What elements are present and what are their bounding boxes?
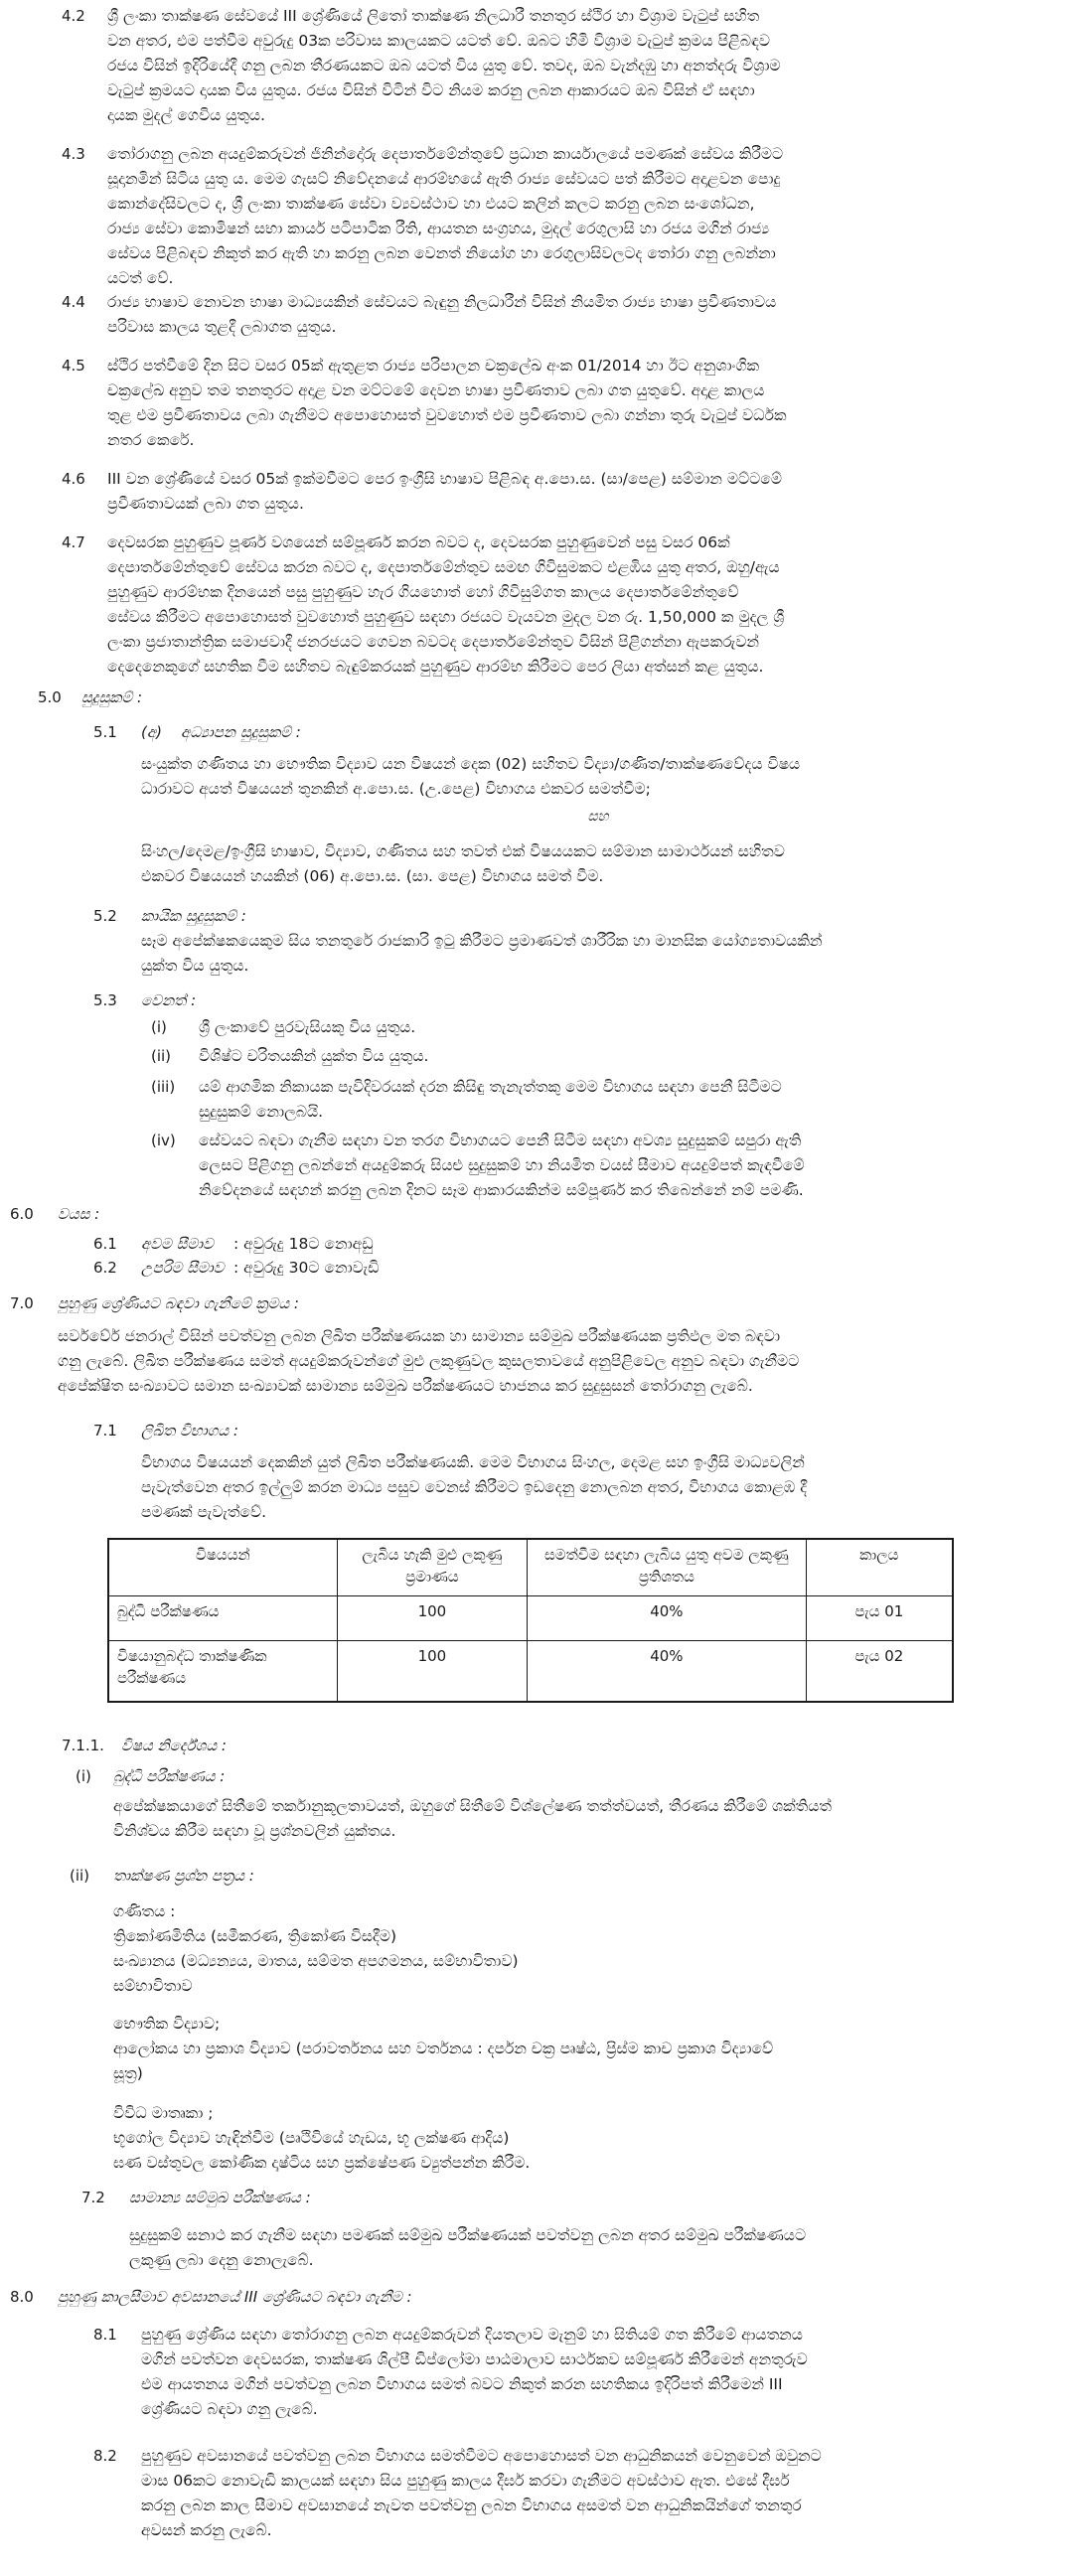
physical-line: යුක්ත විය යුතුය.	[141, 957, 249, 975]
list-item-line: නිවේදනයේ සඳහන් කරනු ලබන දිනට සෑම ආකාරයකින්ම සම්පූර්ණ කර තිබෙන්නේ නම් පමණි.	[199, 1181, 804, 1199]
exam-table-header: විෂයයන්	[108, 1539, 337, 1596]
paragraph-4-5-line: චක්‍රලේඛ අනුව තම තනතුරට අදාළ වන මට්ටමේ දෙවන භාෂා ප්‍රවීණතාව ලබා ගත යුතුවේ. අදාළ කාලය	[107, 381, 765, 399]
paragraph-4-2-line: වැටුප් ක්‍රමයට දායක විය යුතුය. රජය විසින් විටින් විට නියම කරනු ලබන ආකාරයට ඔබ විසින් ඒ සඳහා	[107, 81, 755, 99]
section-7-number: 7.0	[10, 1294, 34, 1312]
paragraph-8-2-line: පුහුණුව අවසානයේ පවත්වනු ලබන විභාගය සමත්වීමට අපොහොසත් වන ආධුනිකයන් වෙනුවෙන් ඔවුනට	[141, 2447, 822, 2465]
list-item-line: සුදුසුකම් නොලබයි.	[199, 1103, 324, 1121]
paragraph-4-5-line: තුළ එම ප්‍රවීණතාවය ලබා ගැනීමට අපොහොසත් වුවහොත් එම ප්‍රවීණතාව ලබා ගන්නා තුරු වැටුප් වර්ධක	[107, 406, 787, 424]
written-exam-line: විභාගය විෂයයන් දෙකකින් යුත් ලිඛිත පරීක්ෂණයකි. මෙම විභාගය සිංහල, දෙමළ සහ ඉංග්‍රීසි මාධ්‍යවලින්	[141, 1453, 805, 1471]
exam-table-cell: පැය 02	[806, 1641, 953, 1703]
paragraph-4-3-line: සූදානමින් සිටිය යුතු ය. මෙම ගැසට් නිවේදනයේ ආරම්භයේ ඇති රාජ්‍ය සේවයට පත් කිරීමට අදාළවන පොදු	[107, 170, 781, 188]
paragraph-4-7-line: සේවය කිරීමට අපොහොසත් වුවහොත් පුහුණුව සඳහා රජයට වැයවන මුදල වන රු. 1,50,000 ක මුදල ශ්‍රී	[107, 608, 785, 626]
section-number: 5.2	[93, 907, 117, 925]
syllabus-ii-number: (ii)	[70, 1867, 90, 1885]
list-item-line: විශිෂ්ට චරිතයකින් යුක්ත විය යුතුය.	[199, 1047, 429, 1065]
syllabus-i-line: විනිශ්චය කිරීම සඳහා වූ ප්‍රශ්නවලින් යුක්තය.	[113, 1822, 396, 1840]
section-number: 4.4	[62, 293, 85, 311]
subsection-7-1-1-number: 7.1.1.	[62, 1737, 104, 1754]
exam-table-cell: 100	[337, 1596, 528, 1641]
education-line: ධාරාවට අයත් විෂයයන් තුනකින් අ.පො.ස. (උ.පෙළ) විභාගය එකවර සමත්වීම;	[141, 780, 651, 798]
math-topic-line: සම්භාවිතාව	[113, 1977, 193, 1995]
misc-topic-line: ඝණ වස්තුවල කෝණික දෘෂ්ටිය සහ ප්‍රක්ෂේපණ ව්‍යුත්පන්න කිරීම.	[113, 2154, 531, 2172]
paragraph-4-7-line: දෙවසරක පුහුණුව පූර්ණ වශයෙන් සම්පූර්ණ කරන බවට ද, දෙවසරක පුහුණුවෙන් පසු වසර 06ක්	[107, 533, 730, 551]
exam-table-header-row	[108, 1539, 953, 1596]
age-item-value: : අවුරුදු 18ට නොඅඩු	[233, 1235, 374, 1253]
subsection-label: (අ)	[141, 723, 162, 741]
age-item-label: අවම සීමාව	[141, 1235, 214, 1253]
section-number: 5.3	[93, 991, 117, 1009]
age-item-number: 6.1	[93, 1235, 117, 1253]
paragraph-4-3-line: රාජ්‍ය සේවා කොමිෂන් සභා කාර්ය පටිපාටික රීති, ආයතන සංග්‍රහය, මුදල් රෙගුලාසි හා රජය මගින් රාජ්‍ය	[107, 220, 770, 237]
paragraph-8-1-line: පුහුණු ශ්‍රේණිය සඳහා තෝරාගනු ලබන අයදුම්කරුවන් දියතලාව මැනුම් හා සිතියම් ගත කිරීමේ ආයතනය	[141, 2326, 803, 2344]
physics-topic-line: සූත්‍ර)	[113, 2064, 143, 2082]
physics-topic-line: ආලෝකය හා ප්‍රකාශ විද්‍යාව (පරාවර්තනය සහ වර්තනය : දර්පන චක්‍ර පෘෂ්ඨ, ප්‍රිස්ම කාච ප්‍රකාශ විද්‍යාවේ	[113, 2040, 774, 2057]
paragraph-4-5-line: ස්ථිර පත්වීමේ දින සිට වසර 05ක් ඇතුළත රාජ්‍ය පරිපාලන චක්‍රලේඛ අංක 01/2014 හා ඊට අනුශාංගික	[107, 357, 760, 375]
paragraph-4-3-line: කොන්දේසිවලට ද, ශ්‍රී ලංකා තාක්ෂණ සේවා ව්‍යවස්ථාව හා එයට කලින් කලට කරනු ලබන සංශෝධන,	[107, 195, 755, 213]
section-number: 4.5	[62, 357, 85, 375]
paragraph-8-1-line: මගින් පවත්වන දෙවසරක, තාක්ෂණ ශිල්පී ඩිප්ලෝමා පාඨමාලාව සාර්ථකව සම්පූර්ණ කිරීමෙන් අනතුරුව	[141, 2350, 808, 2368]
paragraph-4-6-line: III වන ශ්‍රේණියේ වසර 05ක් ඉක්මවීමට පෙර ඉංග්‍රීසි භාෂාව පිළිබඳ අ.පො.ස. (සා/පෙළ) සම්මාන මට්ටමේ	[107, 470, 783, 488]
physical-line: සෑම අපේක්ෂකයෙකුම සිය තනතුරේ රාජකාරි ඉටු කිරීමට ප්‍රමාණවත් ශාරීරික හා මානසික යෝග්‍යතාවයකින්	[141, 932, 823, 950]
section-number: 4.2	[62, 7, 85, 25]
list-item-number: (iii)	[151, 1078, 176, 1096]
physics-topic-line: භෞතික විද්‍යාව;	[113, 2015, 221, 2033]
subsection-7-1-1-title: විෂය නිර්දේශය :	[121, 1737, 227, 1754]
age-item-number: 6.2	[93, 1259, 117, 1277]
paragraph-8-2-line: අවසන් කරනු ලැබේ.	[141, 2521, 272, 2539]
misc-topic-line: භූගෝල විද්‍යාව හැඳින්වීම (පෘථිවියේ හැඩය, භූ ලක්ෂණ ආදිය)	[113, 2129, 510, 2147]
list-item-line: සේවයට බඳවා ගැනීම සඳහා වන තරග විභාගයට පෙනී සිටීම සඳහා අවශ්‍ය සුදුසුකම් සපුරා ඇති	[199, 1132, 802, 1149]
syllabus-ii-title: තාක්ෂණ ප්‍රශ්න පත්‍රය :	[113, 1867, 254, 1885]
list-item-number: (iv)	[151, 1132, 176, 1149]
section-number: 8.2	[93, 2447, 117, 2465]
paragraph-4-7-line: ලංකා ප්‍රජාතාන්ත්‍රික සමාජවාදී ජනරජයට ගෙවන බවටද දෙපාර්තමේන්තුව විසින් පිළිගන්නා ඇපකරුවන්	[107, 633, 759, 651]
section-7-line: ගනු ලැබේ. ලිඛිත පරීක්ෂණය සමත් අයදුම්කරුවන්ගේ මුළු ලකුණුවල කුසලතාවයේ අනුපිළිවෙල අනුව බඳවා ගැනීමට	[58, 1352, 800, 1370]
misc-topic-line: විවිධ මාතෘකා ;	[113, 2104, 214, 2122]
exam-table-header: කාලය	[806, 1539, 953, 1596]
written-exam-line: පැවැත්වෙන අතර ඉල්ලුම් කරන මාධ්‍ය පසුව වෙනස් කිරීමට ඉඩදෙනු නොලබන අතර, විභාගය කොළඹ දී	[141, 1478, 808, 1496]
section-6-title: වයස :	[58, 1205, 100, 1223]
written-exam-line: පමණක් පැවැත්වේ.	[141, 1503, 267, 1521]
paragraph-4-7-line: දෙදෙනෙකුගේ සහතික වීම සහිතව බැඳුම්කරයක් පුහුණුව ආරම්භ කිරීමට පෙර ලියා අත්සන් කළ යුතුය.	[107, 658, 764, 676]
paragraph-4-2-line: දායක මුදල් ගෙවිය යුතුය.	[107, 106, 265, 124]
paragraph-4-2-line: ශ්‍රී ලංකා තාක්ෂණ සේවයේ III ශ්‍රේණියේ ලිතෝ තාක්ෂණ නිලධාරී තනතුර ස්ථිර හා විශ්‍රාම වැටුප් සහිත	[107, 7, 760, 25]
paragraph-8-1-line: එම ආයතනය මගින් පවත්වනු ලබන විභාගය සමත් බවට නිකුත් කරන සහතිකය ඉදිරිපත් කිරීමෙන් III	[141, 2375, 783, 2393]
paragraph-4-2-line: වන අතර, එම පත්වීම අවුරුදු 03ක පරිවාස කාලයකට යටත් වේ. ඔබට හිමි විශ්‍රාම වැටුප් ක්‍රමය පිළිබඳව	[107, 32, 771, 50]
list-item-number: (ii)	[151, 1047, 172, 1065]
subsection-7-2-title: සාමාන්‍ය සම්මුඛ පරීක්ෂණය :	[129, 2189, 311, 2206]
list-item-line: යම් ආගමික නිකායක පැවිදිවරයක් දරන කිසිඳු තැනැත්තකු මෙම විභාගය සඳහා පෙනී සිටීමට	[199, 1078, 782, 1096]
paragraph-4-3-line: තෝරාගනු ලබන අයදුම්කරුවන් ජිනින්දෝරු දෙපාර්තමේන්තුවේ ප්‍රධාන කාර්යාලයේ පමණක් සේවය කිරීමට	[107, 145, 784, 163]
exam-table-cell: පැය 01	[806, 1596, 953, 1641]
exam-table-cell: විෂයානුබද්ධ තාක්ෂණික පරීක්ෂණය	[108, 1641, 337, 1703]
list-item-line: ලෙසට පිළිගනු ලබන්නේ අයදුම්කරු සියළු සුදුසුකම් හා නියමිත වයස් සීමාව අයදුම්පත් කැඳවීමේ	[199, 1156, 805, 1174]
interview-line: ලකුණු ලබා දෙනු නොලැබේ.	[129, 2251, 314, 2269]
list-item-number: (i)	[151, 1018, 167, 1036]
education-line: එකවර විෂයයන් හයකින් (06) අ.පො.ස. (සා. පෙළ) විභාගය සමත් වීම.	[141, 867, 604, 885]
exam-table-header: ලැබිය හැකි මුළු ලකුණු ප්‍රමාණය	[337, 1539, 528, 1596]
section-number: 7.2	[81, 2189, 105, 2206]
section-8-title: පුහුණු කාලසීමාව අවසානයේ III ශ්‍රේණියට බඳවා ගැනීම :	[58, 2288, 412, 2306]
subsection-7-1-title: ලිඛිත විභාගය :	[141, 1422, 238, 1440]
syllabus-i-number: (i)	[76, 1767, 91, 1785]
section-7-line: අපේක්ෂිත සංඛ්‍යාවට සමාන සංඛ්‍යාවක් සාමාන්‍ය සම්මුඛ පරීක්ෂණයට භාජනය කර සුදුසුසන් තෝරාගනු ලැබේ.	[58, 1377, 753, 1395]
section-number: 4.3	[62, 145, 85, 163]
exam-table-cell: 40%	[528, 1596, 806, 1641]
education-line: සංයුක්ත ගණිතය හා භෞතික විද්‍යාව යන විෂයන් දෙක (02) සහිතව විද්‍යා/ගණිත/තාක්ෂණවේදය විෂය	[141, 755, 801, 773]
section-number: 4.7	[62, 533, 85, 551]
section-5-title: සුදුසුකම් :	[81, 688, 143, 706]
section-7-title: පුහුණු ශ්‍රේණියට බඳවා ගැනීමේ ක්‍රමය :	[58, 1294, 299, 1312]
table-row	[108, 1641, 953, 1703]
exam-table-cell: බුද්ධි පරීක්ෂණය	[108, 1596, 337, 1641]
list-item-line: ශ්‍රී ලංකාවේ පුරවැසියකු විය යුතුය.	[199, 1018, 416, 1036]
math-topic-line: සංඛ්‍යානය (මධ්‍යන්‍යය, මාතය, සම්මත අපගමනය, සම්භාවිතාව)	[113, 1952, 519, 1970]
interview-line: සුදුසුකම් සනාථ කර ගැනීම සඳහා පමණක් සම්මුඛ පරීක්ෂණයක් පවත්වනු ලබන අතර සම්මුඛ පරීක්ෂණයට	[129, 2226, 807, 2244]
syllabus-i-title: බුද්ධි පරීක්ෂණය :	[113, 1767, 226, 1785]
paragraph-4-6-line: ප්‍රවීණතාවයක් ලබා ගත යුතුය.	[107, 495, 304, 513]
syllabus-i-line: අපේක්ෂකයාගේ සිතීමේ තර්කානුකූලතාවයත්, ඔහුගේ සිතීමේ විශ්ලේෂණ තත්ත්වයත්, තීරණය කිරීමේ ශක්තියත්	[113, 1797, 832, 1815]
exam-table-cell: 40%	[528, 1641, 806, 1703]
section-number: 4.6	[62, 470, 85, 488]
paragraph-8-2-line: කරනු ලබන කාල සීමාව අවසානයේ නැවත පවත්වනු ලබන විභාගය අසමත් වන ආධුනිකයින්ගේ තනතුර	[141, 2497, 802, 2514]
math-topic-line: ගණිතය :	[113, 1902, 176, 1920]
exam-table	[107, 1538, 954, 1703]
section-6-number: 6.0	[10, 1205, 34, 1223]
paragraph-4-3-line: යටත් වේ.	[107, 269, 174, 287]
exam-table-header: සමත්වීම සඳහා ලැබිය යුතු අවම ලකුණු ප්‍රතිශතය	[528, 1539, 806, 1596]
age-item-label: උපරිම සීමාව	[141, 1259, 225, 1277]
section-number: 5.1	[93, 723, 117, 741]
subsection-5-3-title: වෙනත් :	[141, 991, 197, 1009]
paragraph-8-2-line: මාස 06කට නොවැඩි කාලයක් සඳහා සිය පුහුණු කාලය දීර්ඝ කරවා ගැනීමට අවස්ථාව ඇත. එසේ දීර්ඝ	[141, 2472, 790, 2490]
section-8-number: 8.0	[10, 2288, 34, 2306]
section-number: 8.1	[93, 2326, 117, 2344]
section-7-line: සර්වවේර් ජනරාල් විසින් පවත්වනු ලබන ලිඛිත පරීක්ෂණයක හා සාමාන්‍ය සම්මුඛ පරීක්ෂණයක ප්‍රතිඵල මත බඳවා	[58, 1327, 781, 1345]
paragraph-4-5-line: නතර කෙරේ.	[107, 431, 195, 449]
age-item-value: : අවුරුදු 30ට නොවැඩි	[233, 1259, 380, 1277]
paragraph-4-7-line: දෙපාර්තමේන්තුවේ සේවය කරන බවට ද, දෙපාර්තමේන්තුව සමඟ ගිවිසුමකට එළඹිය යුතු අතර, ඔහු/ඇය	[107, 558, 780, 576]
math-topic-line: ත්‍රිකෝණමිතිය (සමීකරණ, ත්‍රිකෝණ විසදීම)	[113, 1927, 397, 1945]
paragraph-4-4-line: පරිවාස කාලය තුළදී ලබාගත යුතුය.	[107, 318, 337, 336]
saha-text: සහ	[587, 809, 609, 825]
subsection-5-2-title: කායික සුදුසුකම් :	[141, 907, 246, 925]
exam-table-cell: 100	[337, 1641, 528, 1703]
section-5-number: 5.0	[38, 688, 62, 706]
section-number: 7.1	[93, 1422, 117, 1440]
paragraph-4-7-line: පුහුණුව ආරම්භක දිනයෙන් පසු පුහුණුව හැර ගියහොත් හෝ ගිවිසුම්ගත කාලය දෙපාර්තමේන්තුවේ	[107, 583, 739, 601]
education-line: සිංහල/දෙමළ/ඉංග්‍රීසි භාෂාව, විද්‍යාව, ගණිතය සහ තවත් එක් විෂයයකට සම්මාන සාමාර්ථයන් සහිතව	[141, 842, 785, 860]
subsection-5-1-title: අධ්‍යාපන සුදුසුකම් :	[181, 723, 301, 741]
table-row	[108, 1596, 953, 1641]
paragraph-8-1-line: ශ්‍රේණියට බඳවා ගනු ලැබේ.	[141, 2400, 318, 2418]
paragraph-4-2-line: රජය විසින් ඉදිරියේදී ගනු ලබන තීරණයකට ඔබ යටත් විය යුතු වේ. තවද, ඔබ වැන්දඹු හා අනත්දරු විශ්‍රාම	[107, 57, 781, 75]
paragraph-4-3-line: සේවය පිළිබඳව නිකුත් කර ඇති හා කරනු ලබන වෙනත් නියෝග හා රෙගුලාසිවලටද තෝරා ගනු ලබන්නා	[107, 244, 776, 262]
paragraph-4-4-line: රාජ්‍ය භාෂාව නොවන භාෂා මාධ්‍යයකින් සේවයට බැඳුනු නිලධාරීන් විසින් නියමිත රාජ්‍ය භාෂා ප්‍රවීණතාවය	[107, 293, 777, 311]
